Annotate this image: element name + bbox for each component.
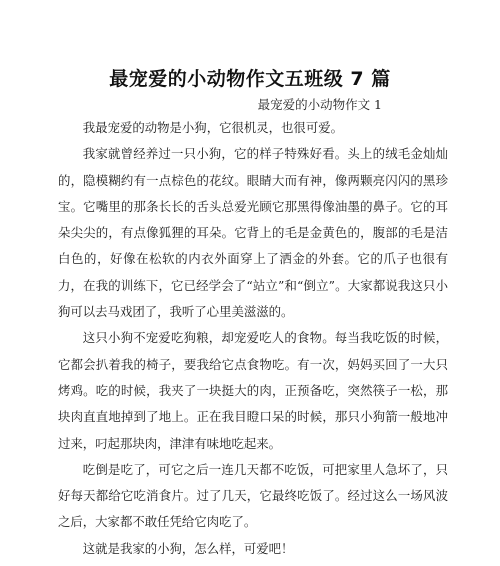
paragraph: 我最宠爱的动物是小狗，它很机灵，也很可爱。 [82,120,343,135]
document-subtitle: 最宠爱的小动物作文 1 [257,97,382,112]
document-title: 最宠爱的小动物作文五班级 7 篇 [109,68,391,90]
paragraph: 这只小狗不宠爱吃狗粮，却宠爱吃人的食物。每当我吃饭的时候，它都会扒着我的椅子，要我给它点食物吃。有一次，妈妈买回了一大只烤鸡。吃的时候，我夹了一块挺大的肉，正预备吃，突然筷子一松，那块肉直直地掉到了地上。正在我目瞪口呆的时候，那只小狗箭一般地冲过来，叼起那块肉，津津有味地吃起来。 [58,330,448,451]
paragraph: 这就是我家的小狗，怎么样，可爱吧！ [82,540,294,556]
paragraph: 我家就曾经养过一只小狗，它的样子特殊好看。头上的绒毛金灿灿的，隐模糊约有一点棕色的花纹。眼睛大而有神，像两颗亮闪闪的黑珍宝。它嘴里的那条长长的舌头总爱光顾它那黑得像油墨的鼻子。它的耳朵尖尖的，有点像狐狸的耳朵。它背上的毛是金黄色的，腹部的毛是洁白色的，好像在松软的内衣外面穿上了洒金的外套。它的爪子也很有力，在我的训练下，它已经学会了“站立”和“倒立”。大家都说我这只小狗可以去马戏团了，我听了心里美滋滋的。 [58,146,448,320]
document-body [58,115,448,562]
paragraph: 吃倒是吃了，可它之后一连几天都不吃饭，可把家里人急坏了，只好每天都给它吃消食片。过了几天，它最终吃饭了。经过这么一场风波之后，大家都不敢任凭给它肉吃了。 [58,461,448,530]
